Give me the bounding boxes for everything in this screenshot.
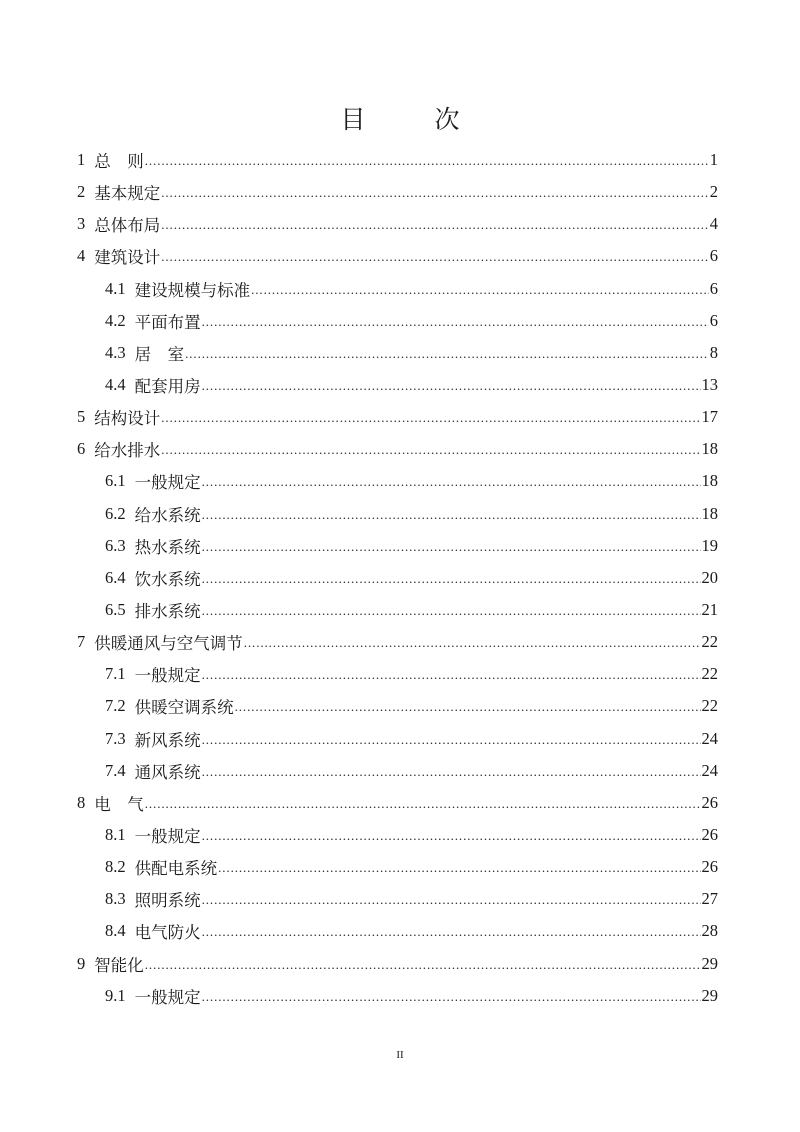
toc-page: 21 xyxy=(701,600,718,620)
toc-label: 居 室 xyxy=(134,344,185,364)
toc-number: 8 xyxy=(77,792,86,812)
toc-page: 6 xyxy=(709,310,718,330)
toc-label: 排水系统 xyxy=(134,602,201,622)
toc-entry[interactable] xyxy=(77,144,718,176)
dot-leader xyxy=(161,410,700,426)
toc-page: 27 xyxy=(701,889,718,909)
toc-entry[interactable] xyxy=(77,915,718,947)
toc-page: 24 xyxy=(701,728,718,748)
toc-label: 结构设计 xyxy=(94,409,161,429)
toc-label: 照明系统 xyxy=(134,891,201,911)
dot-leader xyxy=(202,539,701,555)
dot-leader xyxy=(202,314,709,330)
toc-page: 18 xyxy=(701,439,718,459)
toc-label: 建筑设计 xyxy=(94,248,161,268)
dot-leader xyxy=(202,474,701,490)
toc-number: 6.5 xyxy=(105,600,126,620)
toc-entry[interactable] xyxy=(77,851,718,883)
toc-page: 18 xyxy=(701,471,718,491)
dot-leader xyxy=(161,442,700,458)
dot-leader xyxy=(244,635,701,651)
toc-entry[interactable] xyxy=(77,401,718,433)
toc-label: 建设规模与标准 xyxy=(134,280,251,300)
toc-label: 给水系统 xyxy=(134,505,201,525)
toc-label: 电 气 xyxy=(94,794,144,814)
toc-number: 7.4 xyxy=(105,760,126,780)
toc-entry[interactable] xyxy=(77,980,718,1012)
toc-label: 平面布置 xyxy=(134,312,201,332)
toc-entry[interactable] xyxy=(77,176,718,208)
dot-leader xyxy=(202,989,701,1005)
dot-leader xyxy=(202,571,701,587)
toc-number: 4.3 xyxy=(105,342,126,362)
toc-label: 给水排水 xyxy=(94,441,161,461)
toc-number: 9 xyxy=(77,953,86,973)
dot-leader xyxy=(202,892,701,908)
dot-leader xyxy=(145,153,709,169)
toc-label: 电气防火 xyxy=(134,923,201,943)
page-number: II xyxy=(396,1049,404,1061)
dot-leader xyxy=(185,346,709,362)
toc-number: 8.4 xyxy=(105,921,126,941)
toc-page: 29 xyxy=(701,953,718,973)
toc-number: 7.3 xyxy=(105,728,126,748)
toc-entry[interactable] xyxy=(77,305,718,337)
dot-leader xyxy=(202,924,701,940)
toc-page: 1 xyxy=(709,150,718,170)
toc-number: 6.3 xyxy=(105,535,126,555)
toc-page: 2 xyxy=(709,182,718,202)
toc-entry[interactable] xyxy=(77,433,718,465)
toc-number: 7.1 xyxy=(105,664,126,684)
toc-entry[interactable] xyxy=(77,690,718,722)
toc-entry[interactable] xyxy=(77,723,718,755)
toc-page: 22 xyxy=(701,696,718,716)
toc-page: 13 xyxy=(701,375,718,395)
dot-leader xyxy=(202,378,701,394)
toc-page: 19 xyxy=(701,535,718,555)
dot-leader xyxy=(202,603,701,619)
dot-leader xyxy=(251,282,709,298)
toc-label: 饮水系统 xyxy=(134,569,201,589)
toc-page: 4 xyxy=(709,214,718,234)
toc-label: 通风系统 xyxy=(134,762,201,782)
toc-page: 22 xyxy=(701,632,718,652)
toc-number: 6.2 xyxy=(105,503,126,523)
toc-number: 8.2 xyxy=(105,857,126,877)
toc-label: 基本规定 xyxy=(94,184,161,204)
toc-number: 1 xyxy=(77,150,86,170)
toc-entry[interactable] xyxy=(77,208,718,240)
toc-label: 配套用房 xyxy=(134,377,201,397)
toc-entry[interactable] xyxy=(77,626,718,658)
toc-page: 18 xyxy=(701,503,718,523)
toc-page: 8 xyxy=(709,342,718,362)
toc-page: 26 xyxy=(701,825,718,845)
toc-label: 一般规定 xyxy=(134,987,201,1007)
toc-label: 一般规定 xyxy=(134,473,201,493)
toc-number: 6 xyxy=(77,439,86,459)
toc-entry[interactable] xyxy=(77,369,718,401)
dot-leader xyxy=(202,828,701,844)
toc-entry[interactable] xyxy=(77,465,718,497)
toc-label: 热水系统 xyxy=(134,537,201,557)
toc-number: 7.2 xyxy=(105,696,126,716)
toc-entry[interactable] xyxy=(77,658,718,690)
toc-number: 7 xyxy=(77,632,86,652)
dot-leader xyxy=(145,796,701,812)
toc-page: 24 xyxy=(701,760,718,780)
toc-page: 29 xyxy=(701,985,718,1005)
toc-label: 供暖空调系统 xyxy=(134,698,234,718)
toc-number: 4.4 xyxy=(105,375,126,395)
toc-entry[interactable] xyxy=(77,498,718,530)
toc-page: 20 xyxy=(701,567,718,587)
toc-page: 6 xyxy=(709,278,718,298)
toc-label: 供配电系统 xyxy=(134,859,218,879)
toc-entry[interactable] xyxy=(77,240,718,272)
dot-leader xyxy=(145,957,701,973)
toc-number: 6.4 xyxy=(105,567,126,587)
toc-number: 4.1 xyxy=(105,278,126,298)
toc-page: 17 xyxy=(701,407,718,427)
toc-number: 9.1 xyxy=(105,985,126,1005)
toc-entry[interactable] xyxy=(77,948,718,980)
toc-entry[interactable] xyxy=(77,787,718,819)
toc-number: 3 xyxy=(77,214,86,234)
dot-leader xyxy=(218,860,700,876)
toc-number: 4 xyxy=(77,246,86,266)
dot-leader xyxy=(161,217,709,233)
toc-page: 6 xyxy=(709,246,718,266)
toc-page: 22 xyxy=(701,664,718,684)
toc-label: 智能化 xyxy=(94,955,144,975)
toc-label: 新风系统 xyxy=(134,730,201,750)
toc-label: 总 则 xyxy=(94,152,144,172)
toc-number: 2 xyxy=(77,182,86,202)
toc-entry[interactable] xyxy=(77,562,718,594)
dot-leader xyxy=(161,249,709,265)
table-of-contents xyxy=(77,144,718,1012)
toc-number: 6.1 xyxy=(105,471,126,491)
toc-entry[interactable] xyxy=(77,755,718,787)
page-title: 目 次 xyxy=(340,107,482,134)
toc-entry[interactable] xyxy=(77,883,718,915)
toc-label: 一般规定 xyxy=(134,666,201,686)
dot-leader xyxy=(202,732,701,748)
toc-entry[interactable] xyxy=(77,530,718,562)
toc-entry[interactable] xyxy=(77,273,718,305)
toc-page: 28 xyxy=(701,921,718,941)
dot-leader xyxy=(161,185,709,201)
toc-label: 总体布局 xyxy=(94,216,161,236)
toc-page: 26 xyxy=(701,792,718,812)
toc-number: 4.2 xyxy=(105,310,126,330)
toc-entry[interactable] xyxy=(77,337,718,369)
toc-entry[interactable] xyxy=(77,819,718,851)
dot-leader xyxy=(202,764,701,780)
toc-number: 8.1 xyxy=(105,825,126,845)
dot-leader xyxy=(202,507,701,523)
toc-number: 8.3 xyxy=(105,889,126,909)
toc-label: 一般规定 xyxy=(134,827,201,847)
toc-entry[interactable] xyxy=(77,594,718,626)
dot-leader xyxy=(202,667,701,683)
dot-leader xyxy=(235,699,701,715)
toc-label: 供暖通风与空气调节 xyxy=(94,634,243,654)
toc-number: 5 xyxy=(77,407,86,427)
toc-page: 26 xyxy=(701,857,718,877)
